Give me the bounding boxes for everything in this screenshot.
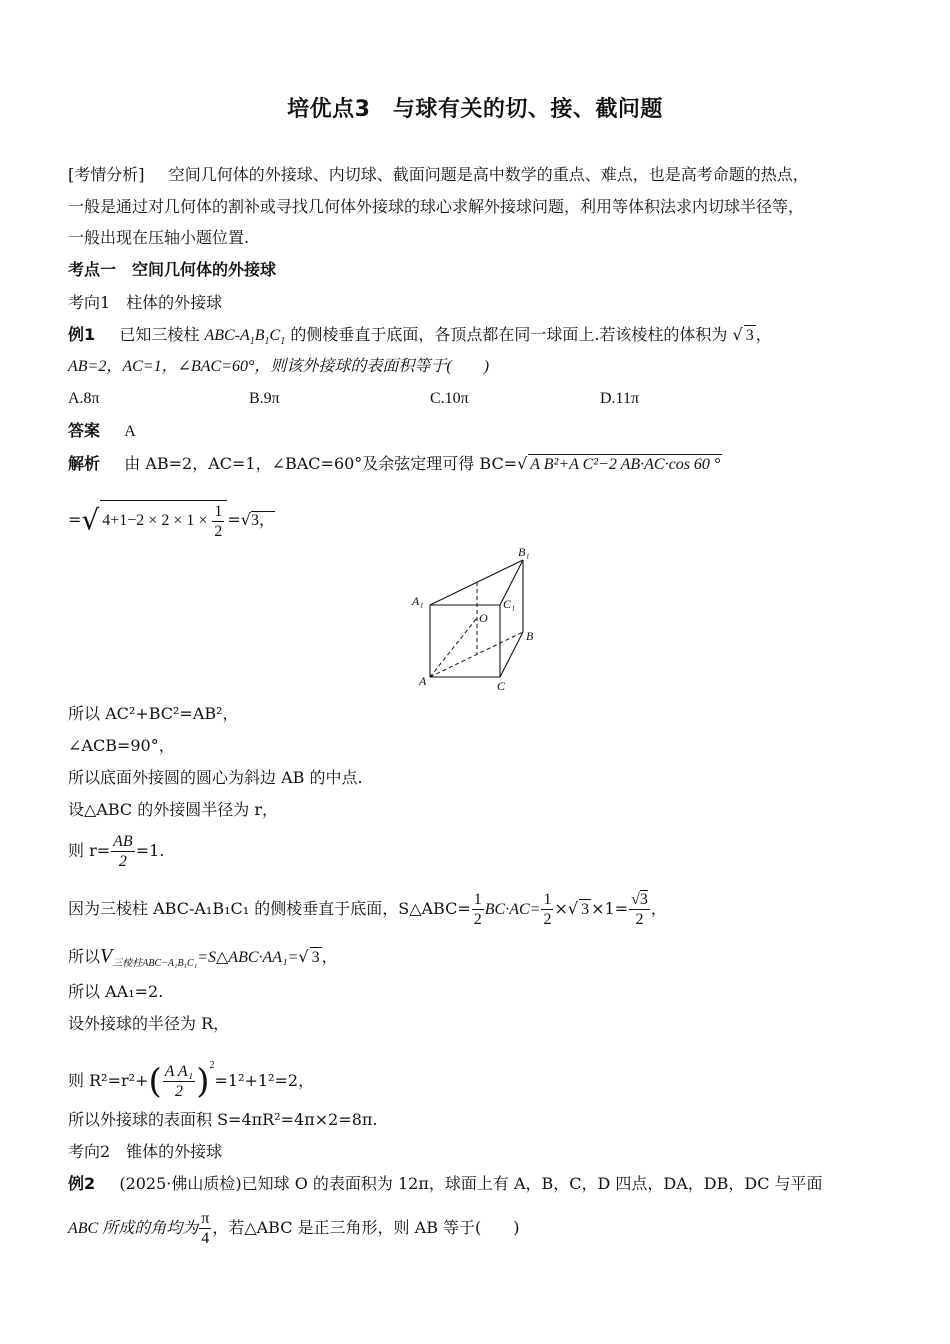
answer-line [68, 420, 136, 443]
label-c1: C₁ [503, 597, 516, 611]
volume-subscript: 三棱柱ABC−A₁B₁C₁ [112, 958, 198, 970]
half-fraction-3 [541, 890, 553, 929]
answer-value: A [124, 423, 136, 440]
solution-line-5: 所以底面外接圆的圆心为斜边 AB 的中点. [68, 768, 363, 787]
example-2-text-post: ，若△ABC 是正三角形，则 AB 等于( ) [212, 1218, 520, 1237]
example-2-line-1 [68, 1173, 823, 1195]
half-den-3: 2 [543, 911, 552, 928]
subsection-heading-2: 考向2 锥体的外接球 [68, 1142, 223, 1161]
sqrt-icon: √ [732, 325, 743, 344]
edge-cb [500, 632, 523, 677]
segment-ao [430, 618, 477, 677]
volume-value: 3 [311, 949, 320, 966]
analysis-line-3: 一般出现在压轴小题位置. [68, 228, 250, 247]
radius-eq-post: =1²+1²=2， [214, 1071, 315, 1090]
bc-result: 3， [250, 512, 275, 529]
solution-line-3: 所以 AC²+BC²=AB²， [68, 704, 239, 723]
left-paren: ( [148, 1061, 162, 1102]
half-fraction [212, 502, 224, 541]
half-num: 1 [214, 502, 223, 520]
pi-over-4 [199, 1209, 211, 1248]
half-fraction-2 [472, 890, 484, 929]
volume-symbol: V [100, 945, 113, 967]
sqrt-icon: √ [517, 454, 528, 473]
example-2-line-2 [68, 1209, 520, 1248]
bc-radicand: A B²+A C²−2 AB·AC·cos 60 ° [530, 456, 721, 473]
half-den-2: 2 [473, 911, 482, 928]
solution-line-7 [68, 832, 164, 871]
radius-eq-pre: 则 R²=r²+ [68, 1071, 149, 1090]
sqrt3-over-2 [629, 890, 650, 929]
example-1-line-1: 例1 已知三棱柱 ABC-$A_1B_1C_1$ 的侧棱垂直于底面，各顶点都在同一球面上.若该棱柱的体积为 √ 3 ， [68, 325, 772, 348]
example-1-text-a: 已知三棱柱 [119, 325, 200, 344]
label-c: C [497, 679, 506, 693]
label-b: B [526, 629, 534, 643]
sqrt-icon: √ [240, 510, 251, 529]
solution-line-4: ∠ACB=90°， [68, 736, 175, 755]
option-b: B.9π [249, 390, 280, 407]
aa1-num: A A₁ [164, 1063, 194, 1080]
sqrt-icon: √ [298, 947, 309, 966]
solution-line-12: 则 R²=r²+( $\frac{\text{A A₁}}{2}$ )$^2$=1²+1²=2， [68, 1060, 315, 1102]
aa1-den: 2 [174, 1083, 183, 1100]
subsection-heading-1: 考向1 柱体的外接球 [68, 293, 223, 312]
example-1-line-2: AB=2，AC=1，∠BAC=60°，则该外接球的表面积等于( ) [68, 358, 490, 375]
sqrt3-over-2-den: 2 [635, 911, 644, 928]
volume-eq-post: =S△ABC·AA₁= [197, 949, 299, 966]
pi-den: 4 [201, 1230, 210, 1247]
option-a: A.8π [68, 390, 100, 407]
example-1-text-b: 的侧棱垂直于底面，各顶点都在同一球面上.若该棱柱的体积为 [290, 325, 728, 344]
prism-name: ABC-$A_1B_1C_1$ [204, 327, 286, 348]
label-b1: B₁ [518, 545, 530, 559]
solution-line-6: 设△ABC 的外接圆半径为 r， [68, 800, 278, 819]
example-1-volume: 3 [745, 327, 754, 344]
analysis-tag: [考情分析] [68, 165, 145, 184]
sqrt-icon: √ [631, 891, 640, 908]
solution-line-13: 所以外接球的表面积 S=4πR²=4π×2=8π. [68, 1110, 378, 1129]
area-eq-mid: BC·AC= [484, 901, 541, 918]
area-eq-pre: 因为三棱柱 ABC-A₁B₁C₁ 的侧棱垂直于底面，S△ABC= [68, 899, 471, 918]
solution-line-8: 因为三棱柱 ABC-A₁B₁C₁ 的侧棱垂直于底面，S△ABC= $\frac{1}{2}$ BC·AC= $\frac{1}{2}$ ×√ 3 ×1= $\frac{√3}{2}$ ， [68, 891, 667, 928]
sqrt3-over-2-num [629, 890, 650, 910]
analysis-line-1 [68, 164, 809, 186]
ab-den: 2 [118, 853, 127, 870]
ab-num: AB [113, 833, 133, 850]
page-title: 培优点3 与球有关的切、接、截问题 [287, 97, 663, 122]
sqrt-icon: √ [81, 503, 100, 537]
r-eq-post: =1. [135, 841, 165, 860]
pi-num: π [201, 1210, 210, 1227]
analysis-text-1: 空间几何体的外接球、内切球、截面问题是高中数学的重点、难点，也是高考命题的热点， [168, 165, 809, 184]
answer-label: 答案 [68, 421, 101, 440]
solution-line-9: 所以$V_{三棱柱ABC-A_1B_1C_1}=S\triangle ABC\cdot AA_1=√$ 3 ， [68, 945, 338, 970]
solution-text-1: 由 AB=2，AC=1，∠BAC=60°及余弦定理可得 BC= [124, 454, 518, 473]
prism-figure [405, 542, 555, 697]
times-sign: × [554, 899, 568, 918]
half-den: 2 [214, 522, 223, 540]
label-a: A [419, 674, 427, 688]
label-a1: A₁ [412, 594, 424, 608]
analysis-line-2: 一般是通过对几何体的割补或寻找几何体外接球的球心求解外接球问题，利用等体积法求内切球半径等， [68, 197, 805, 216]
example-2-label: 例2 [68, 1174, 96, 1193]
option-d: D.11π [600, 390, 640, 407]
prism-name-main: ABC-A [204, 327, 250, 344]
r-eq-pre: 则 r= [68, 841, 111, 860]
solution-line-10: 所以 AA₁=2. [68, 982, 164, 1001]
solution-line-1 [68, 453, 722, 475]
option-c: C.10π [430, 390, 469, 407]
solution-line-2: =√ 4+1−2 × 2 × 1 × $\frac{1}{2}$ =√3， [68, 500, 275, 541]
volume-eq-pre: 所以 [68, 947, 101, 966]
solution-label: 解析 [68, 454, 101, 473]
label-o: O [479, 611, 488, 625]
aa1-over-2 [163, 1062, 196, 1101]
area-eq-tail: ×1= [591, 899, 629, 918]
sqrt3-over-2-radicand: 3 [639, 891, 648, 908]
half-num-2: 1 [473, 891, 482, 908]
bc-radicand-2-text: 4+1−2 × 2 × 1 × [102, 512, 212, 529]
example-1-label: 例1 [68, 325, 96, 344]
solution-line-11: 设外接球的半径为 R， [68, 1014, 230, 1033]
example-2-text-1: (2025·佛山质检)已知球 O 的表面积为 12π，球面上有 A，B，C，D 四点，DA，DB，DC 与平面 [119, 1174, 823, 1193]
bc-radicand-2 [100, 500, 227, 541]
sqrt3-value: 3 [581, 901, 590, 918]
right-paren: ) [196, 1061, 210, 1102]
example-2-text-pre: ABC 所成的角均为 [68, 1220, 199, 1237]
section-heading-1: 考点一 空间几何体的外接球 [68, 260, 277, 279]
ab-over-2 [111, 832, 135, 871]
half-num-3: 1 [543, 891, 552, 908]
sqrt-icon: √ [567, 899, 579, 918]
